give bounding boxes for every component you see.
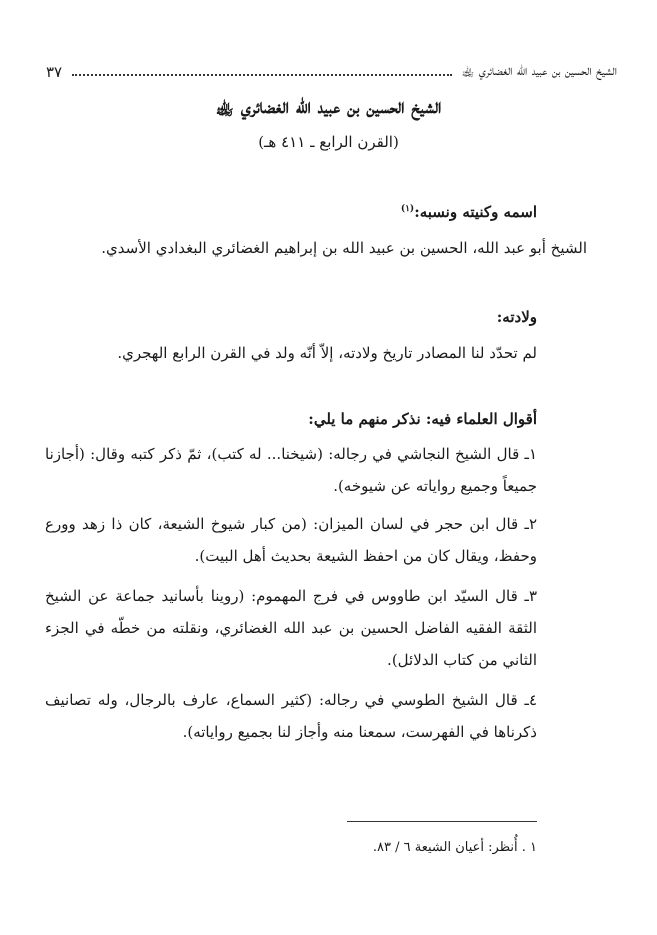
- section-heading-name-text: اسمه وكنيته ونسبه:: [414, 203, 537, 221]
- section-heading-birth: ولادته:: [496, 308, 537, 326]
- saying-item: ١ـ قال الشيخ النجاشي في رجاله: (شيخنا... له كتب)، ثمّ ذكر كتبه وقال: (أجازنا جميعاً وجميع رواياته عن شيوخه).: [45, 445, 537, 495]
- footnote-marker: (١): [400, 204, 415, 214]
- page-subtitle: (القرن الرابع ـ ٤١١ هـ): [258, 133, 399, 151]
- birth-paragraph: لم تحدّد لنا المصادر تاريخ ولادته، إلاّ أنّه ولد في القرن الرابع الهجري.: [117, 344, 537, 362]
- section-heading-name: [401, 203, 537, 221]
- page-number: ٣٧: [46, 63, 63, 81]
- saying-item: ٢ـ قال ابن حجر في لسان الميزان: (من كبار شيوخ الشيعة، كان ذا زهد وورع وحفظ، ويقال كان من احفظ الشيعة بحديث أهل البيت).: [45, 515, 537, 565]
- saying-item: ٣ـ قال السيّد ابن طاووس في فرج المهموم: (روينا بأسانيد جماعة عن الشيخ الثقة الفقيه الفاضل الحسين بن عبد الله الغضائري، ونقلته من خطّه في الجزء الثاني من كتاب الدلائل).: [45, 587, 537, 669]
- running-title: الشيخ الحسين بن عبيد الله الغضائري ﵀: [461, 63, 617, 79]
- saying-item: ٤ـ قال الشيخ الطوسي في رجاله: (كثير السماع، عارف بالرجال، وله تصانيف ذكرناها في الفهرست، سمعنا منه وأجاز لنا بجميع رواياته).: [45, 691, 537, 741]
- section-heading-sayings: أقوال العلماء فيه: نذكر منهم ما يلي:: [308, 410, 537, 428]
- page-title: الشيخ الحسين بن عبيد الله الغضائري ﵀: [215, 94, 442, 118]
- footnote-separator: [347, 821, 537, 822]
- name-paragraph: الشيخ أبو عبد الله، الحسين بن عبيد الله بن إبراهيم الغضائري البغدادي الأسدي.: [101, 239, 587, 257]
- footnote: ١ . أُنظر: أعيان الشيعة ٦ / ٨٣.: [372, 840, 537, 855]
- header-dot-leader: [72, 74, 451, 76]
- running-header: [40, 60, 617, 84]
